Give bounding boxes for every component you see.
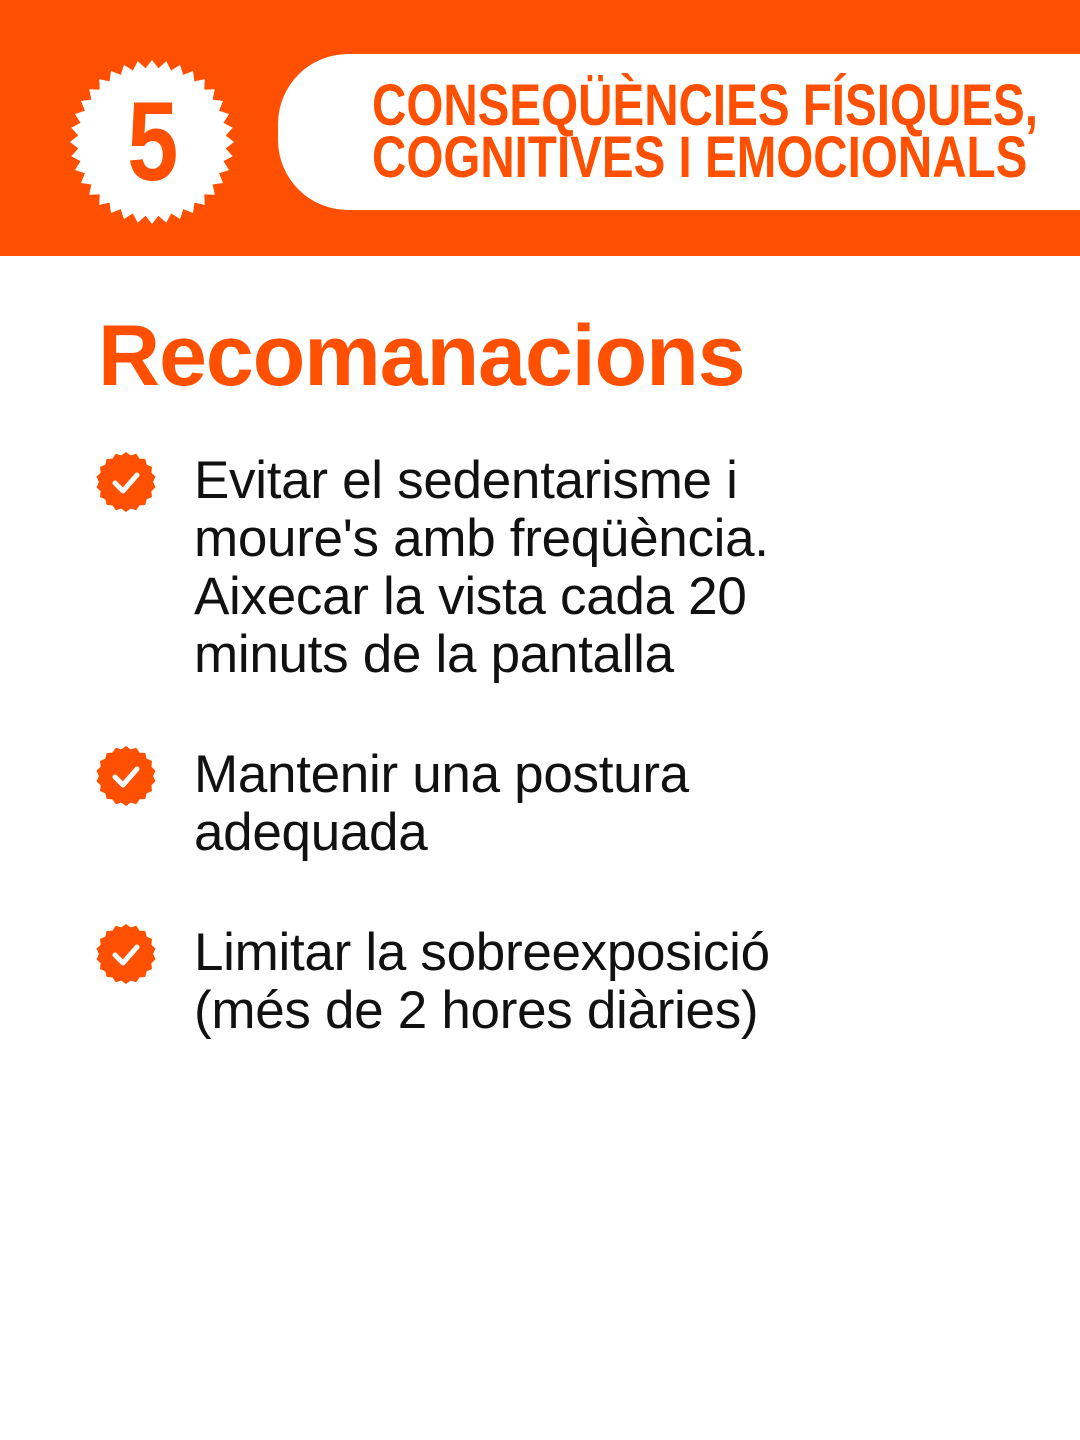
recommendation-list [96,452,996,1102]
list-item-line: moure's amb freqüència. [194,509,769,568]
check-badge-icon [96,452,156,512]
list-item-line: Limitar la sobreexposició [194,923,770,982]
list-item-text [194,452,996,684]
section-title-line-2: COGNITIVES I EMOCIONALS [372,125,1028,190]
list-item-line: Evitar el sedentarisme i [194,451,738,510]
section-title [372,73,1038,190]
list-item [96,924,996,1040]
list-item-text [194,924,996,1040]
list-item [96,746,996,862]
list-item [96,452,996,684]
list-item-line: (més de 2 hores diàries) [194,981,759,1040]
check-badge-icon [96,924,156,984]
check-badge-icon [96,746,156,806]
list-item-line: Aixecar la vista cada 20 [194,567,747,626]
section-title-line-1: CONSEQÜÈNCIES FÍSIQUES, [372,73,1038,138]
page-title: Recomanacions [98,308,745,404]
list-item-line: minuts de la pantalla [194,625,674,684]
list-item-text [194,746,996,862]
header-banner [0,0,1080,256]
list-item-line: Mantenir una postura [194,745,689,804]
list-item-line: adequada [194,803,428,862]
section-number: 5 [127,79,177,204]
section-number-badge [70,60,234,224]
